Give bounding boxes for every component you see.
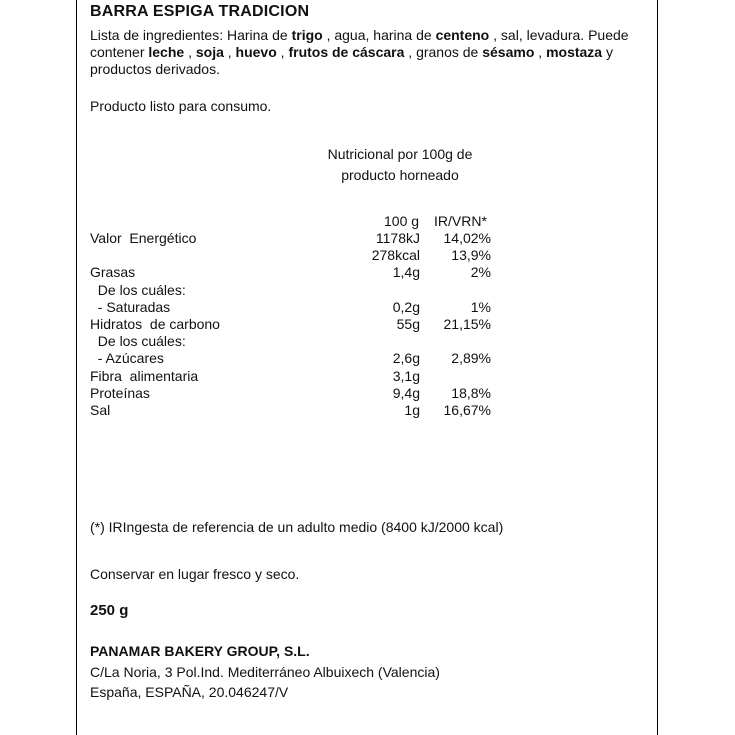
nutrient-value-100g: 1g [404, 402, 420, 418]
allergen-text: centeno [435, 27, 490, 43]
nutrition-row [90, 230, 500, 247]
ingredients-list [90, 27, 640, 78]
nutrient-label: De los cuáles: [90, 333, 186, 350]
ingredient-text: Lista de ingredientes: Harina de [90, 27, 292, 43]
nutrient-value-100g: 1,4g [392, 264, 420, 281]
ingredient-text: , [276, 44, 289, 60]
ingredient-text: , granos de [404, 44, 483, 60]
nutrient-value-100g: 3,1g [392, 367, 420, 384]
nutrition-footnote: (*) IRIngesta de referencia de un adulto medio (8400 kJ/2000 kcal) [90, 519, 504, 535]
nutrition-row [90, 247, 500, 264]
ingredient-text: y productos derivados. [90, 44, 613, 77]
nutrition-row [90, 350, 500, 367]
company-address: C/La Noria, 3 Pol.Ind. Mediterráneo Albuixech (Valencia) [90, 664, 440, 680]
nutrient-value-ir: 21,15% [443, 316, 491, 332]
company-name: PANAMAR BAKERY GROUP, S.L. [90, 643, 310, 659]
nutrient-label: Sal [90, 402, 111, 418]
nutrient-value-100g: 55g [396, 316, 420, 332]
nutrient-value-ir: 13,9% [451, 247, 491, 264]
nutrient-value-ir: 18,8% [451, 384, 491, 401]
nutrition-row [90, 385, 500, 402]
nutrient-value-100g: 9,4g [392, 384, 420, 401]
nutrition-heading-line1: Nutricional por 100g de [327, 146, 473, 162]
nutrient-label: - Saturadas [90, 298, 171, 315]
nutrition-row [90, 316, 500, 333]
nutrient-label: - Azúcares [90, 350, 164, 367]
company-country: España, ESPAÑA, 20.046247/V [90, 684, 289, 700]
nutrient-label: Grasas [90, 264, 136, 281]
nutrition-heading [300, 144, 500, 186]
nutrient-label: De los cuáles: [90, 281, 186, 298]
storage-note: Conservar en lugar fresco y seco. [90, 566, 300, 582]
nutrient-value-100g: 0,2g [392, 298, 420, 315]
ingredient-text: , agua, harina de [322, 27, 436, 43]
allergen-text: sésamo [482, 44, 535, 60]
allergen-text: mostaza [546, 44, 603, 60]
allergen-text: frutos de cáscara [288, 44, 405, 60]
nutrition-row [90, 282, 500, 299]
column-header-ir: IR/VRN* [434, 213, 487, 229]
nutrient-value-100g: 2,6g [392, 350, 420, 367]
allergen-text: trigo [291, 27, 323, 43]
nutrient-value-100g: 1178kJ [375, 230, 420, 246]
allergen-text: leche [148, 44, 185, 60]
nutrient-label: Fibra alimentaria [90, 367, 199, 384]
allergen-text: soja [195, 44, 224, 60]
nutrient-value-100g: 278kcal [371, 247, 420, 264]
nutrition-row [90, 402, 500, 419]
nutrition-heading-line2: producto horneado [341, 167, 459, 183]
ingredient-text: , [223, 44, 236, 60]
ingredient-text: , [534, 44, 547, 60]
nutrient-value-ir: 14,02% [443, 230, 491, 246]
nutrient-label: Valor Energético [90, 230, 197, 246]
nutrition-row [90, 299, 500, 316]
nutrition-row [90, 368, 500, 385]
nutrient-label: Proteínas [90, 384, 150, 401]
product-title: BARRA ESPIGA TRADICION [90, 3, 310, 20]
nutrient-value-ir: 16,67% [443, 402, 491, 418]
nutrition-row [90, 264, 500, 281]
allergen-text: huevo [235, 44, 277, 60]
ingredient-text: , [184, 44, 196, 60]
ingredient-text: , sal, levadura. Puede contener [90, 27, 629, 60]
nutrient-value-ir: 1% [470, 298, 491, 315]
net-weight: 250 g [90, 602, 129, 619]
nutrient-label: Hidratos de carbono [90, 316, 220, 332]
nutrition-row [90, 333, 500, 350]
column-header-100g: 100 g [384, 213, 420, 229]
ready-note: Producto listo para consumo. [90, 98, 272, 114]
nutrient-value-ir: 2% [470, 264, 491, 281]
nutrient-value-ir: 2,89% [451, 350, 491, 367]
